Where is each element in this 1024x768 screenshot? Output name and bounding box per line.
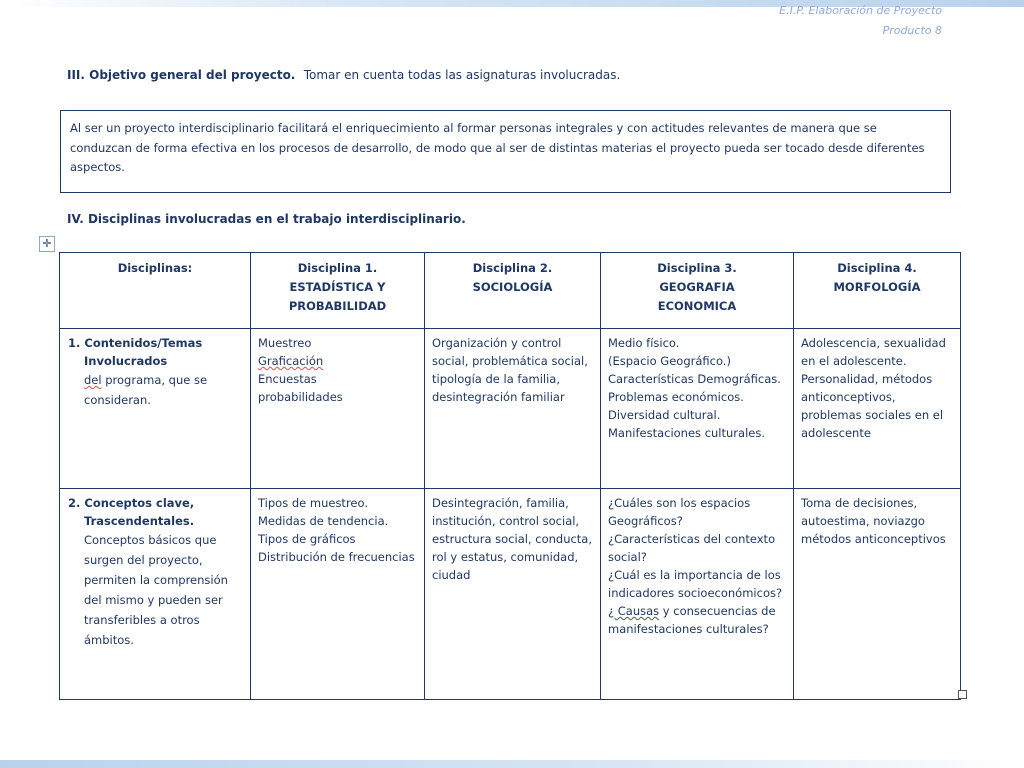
header-label: Disciplina 3. (657, 261, 737, 275)
cell-contenidos-sociologia[interactable] (425, 329, 601, 489)
cell-text: Adolescencia, sexualidad en el adolescente. Personalidad, métodos anticonceptivos, problemas sociales en el adolescente (801, 336, 946, 440)
row-head-conceptos[interactable] (60, 489, 251, 700)
header-label: GEOGRAFIA (659, 280, 735, 294)
header-cell-disciplinas[interactable] (60, 253, 251, 329)
cell-line: Encuestas (258, 372, 317, 386)
header-label: ECONOMICA (657, 299, 737, 313)
header-label: SOCIOLOGÍA (472, 280, 553, 294)
row-head-title: Involucrados (84, 354, 168, 368)
cell-line: Características Demográficas. (608, 372, 781, 386)
cell-line: Manifestaciones culturales. (608, 426, 765, 440)
disciplines-table[interactable] (59, 252, 961, 700)
header-label: Disciplina 1. (297, 261, 378, 275)
section-4-heading: IV. Disciplinas involucradas en el trabajo interdisciplinario. (67, 212, 466, 226)
cell-line: Diversidad cultural. (608, 408, 721, 422)
cell-line: probabilidades (258, 390, 343, 404)
cell-line: Muestreo (258, 336, 312, 350)
cell-line: ¿Cuáles son los espacios Geográficos? (608, 496, 751, 528)
table-row-conceptos (60, 489, 961, 700)
cell-text: Desintegración, familia, institución, control social, estructura social, conducta, rol y estatus, comunidad, ciudad (432, 496, 593, 582)
spellcheck-word: del (84, 373, 102, 387)
header-label: Disciplina 2. (472, 261, 553, 275)
header-label: MORFOLOGÍA (833, 280, 921, 294)
cell-conceptos-geografia[interactable] (601, 489, 794, 700)
move-handle-icon[interactable]: ✛ (39, 236, 55, 252)
objective-text-box[interactable]: Al ser un proyecto interdisciplinario facilitará el enriquecimiento al formar personas integrales y con actitudes relevantes de manera que se conduzcan de forma efectiva en los procesos de desarrollo, de modo que al ser de distintas materias el proyecto pueda ser tocado desde diferentes aspectos. (60, 110, 951, 193)
cell-line (608, 602, 786, 638)
header-label: PROBABILIDAD (288, 299, 387, 313)
header-cell-disciplina-3[interactable] (601, 253, 794, 329)
cell-conceptos-estadistica[interactable] (251, 489, 425, 700)
header-cell-disciplina-1[interactable] (251, 253, 425, 329)
cell-line-rest: y consecuencias de manifestaciones culturales? (608, 604, 776, 636)
row-head-description-rest: programa, que se consideran. (84, 373, 208, 407)
grammar-flag-word: ¿ Causas (608, 604, 660, 618)
header-label: Disciplina 4. (837, 261, 917, 275)
header-cell-disciplina-2[interactable] (425, 253, 601, 329)
header-cell-disciplina-4[interactable] (794, 253, 961, 329)
table-header-row (60, 253, 961, 329)
cell-text: Tipos de muestreo. Medidas de tendencia. Tipos de gráficos Distribución de frecuencias (258, 496, 415, 564)
section-3-title: III. Objetivo general del proyecto. (67, 68, 296, 82)
row-head-description: Conceptos básicos que surgen del proyecto, permiten la comprensión del mismo y pueden ser transferibles a otros ámbitos. (84, 533, 228, 647)
cell-text: Organización y control social, problemática social, tipología de la familia, desintegración familiar (432, 336, 588, 404)
cell-line: ¿Características del contexto social? (608, 532, 776, 564)
cell-line: (Espacio Geográfico.) (608, 354, 731, 368)
cell-contenidos-estadistica[interactable] (251, 329, 425, 489)
header-project-title: E.I.P. Elaboración de Proyecto (779, 4, 942, 17)
row-head-title: 2. Conceptos clave, (68, 496, 195, 510)
section-3-instruction: Tomar en cuenta todas las asignaturas involucradas. (303, 68, 621, 82)
cell-text: Toma de decisiones, autoestima, noviazgo métodos anticonceptivos (801, 496, 946, 546)
row-head-description (68, 370, 243, 410)
cell-conceptos-sociologia[interactable] (425, 489, 601, 700)
cell-contenidos-geografia[interactable] (601, 329, 794, 489)
row-head-title: 1. Contenidos/Temas (68, 336, 203, 350)
cell-line: Graficación (258, 354, 324, 368)
row-head-title: Trascendentales. (84, 514, 195, 528)
cell-conceptos-morfologia[interactable] (794, 489, 961, 700)
cell-line: Medio físico. (608, 336, 680, 350)
section-3-heading (67, 68, 620, 82)
header-label: Disciplinas: (117, 261, 193, 275)
table-row-contenidos (60, 329, 961, 489)
bottom-decorative-band (0, 760, 1024, 768)
header-product-number: Producto 8 (882, 24, 942, 37)
row-head-contenidos[interactable] (60, 329, 251, 489)
resize-handle-icon[interactable] (958, 690, 967, 699)
cell-line: ¿Cuál es la importancia de los indicadores socioeconómicos? (608, 568, 783, 600)
cell-contenidos-morfologia[interactable] (794, 329, 961, 489)
cell-line: Problemas económicos. (608, 390, 744, 404)
header-label: ESTADÍSTICA Y (289, 280, 386, 294)
